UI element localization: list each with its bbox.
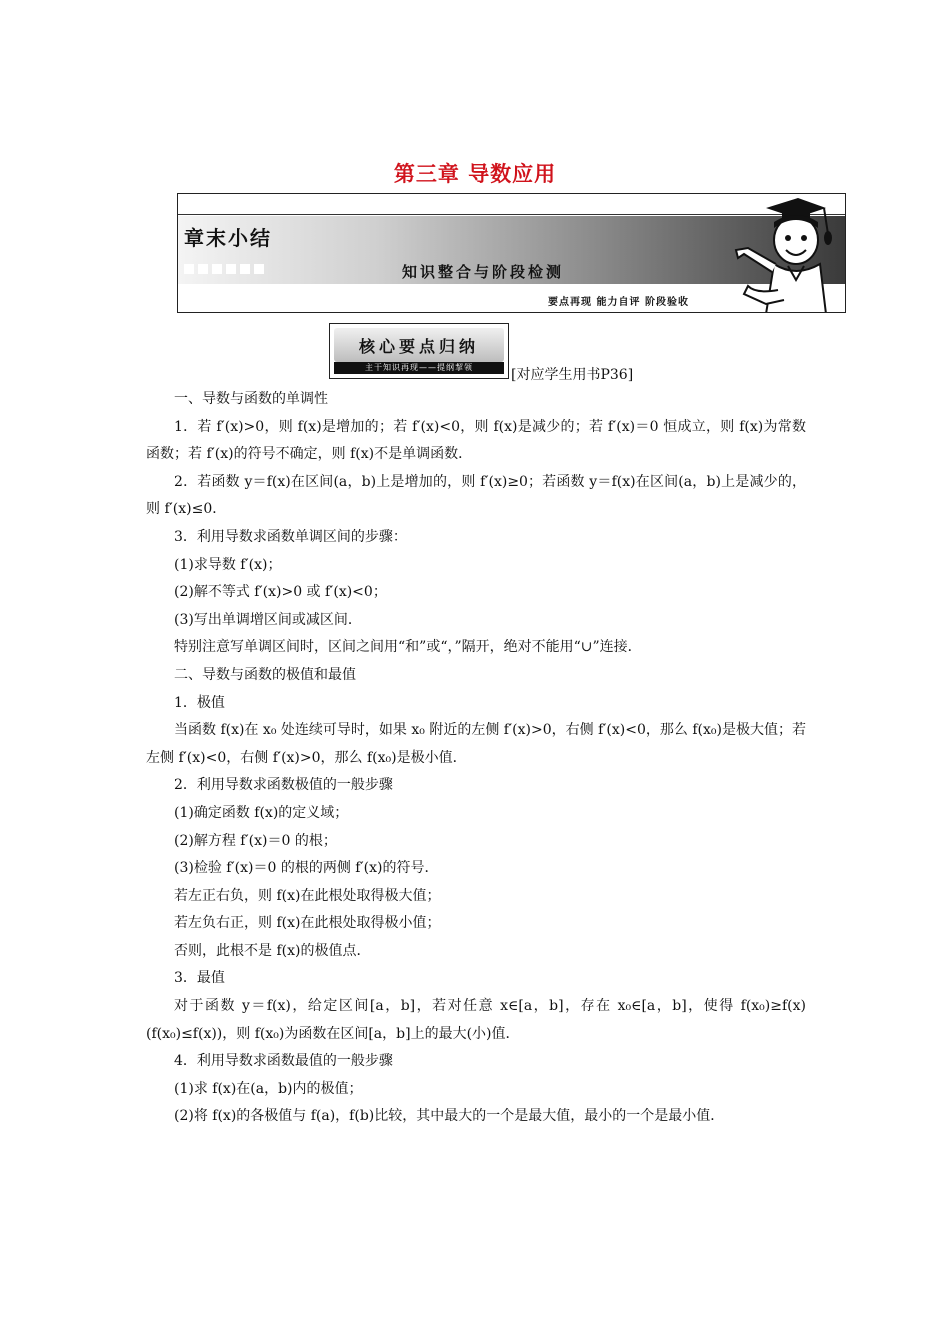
badge-title: 核心要点归纳 <box>358 337 479 356</box>
banner-square-row <box>184 264 264 274</box>
paragraph: 1．若 f′(x)>0，则 f(x)是增加的；若 f′(x)<0，则 f(x)是减少的；若 f′(x)＝0 恒成立，则 f(x)为常数函数；若 f′(x)的符号不确定，则 f(x)不是单调函数． <box>146 418 806 463</box>
section-banner <box>177 193 846 313</box>
step-item: (1)确定函数 f(x)的定义域； <box>174 804 349 821</box>
step-item: (2)解不等式 f′(x)>0 或 f′(x)<0； <box>174 584 387 601</box>
banner-tagline: 要点再现 能力自评 阶段验收 <box>548 297 689 308</box>
student-book-reference: [对应学生用书P36] <box>511 367 634 383</box>
paragraph: 当函数 f(x)在 x₀ 处连续可导时，如果 x₀ 附近的左侧 f′(x)>0，右侧 f′(x)<0，那么 f(x₀)是极大值；若左侧 f′(x)<0，右侧 f′(x)>0，那么 f(x₀)是极小值． <box>146 722 806 766</box>
step-item: (2)将 f(x)的各极值与 f(a)，f(b)比较，其中最大的一个是最大值，最小的一个是最小值． <box>174 1108 725 1125</box>
badge-caption: 主干知识再现——提纲挈领 <box>365 363 473 372</box>
subheading: 2．利用导数求函数极值的一般步骤 <box>174 777 393 794</box>
paragraph: 特别注意写单调区间时，区间之间用“和”或“，”隔开，绝对不能用“∪”连接． <box>174 639 642 656</box>
graduate-mascot-icon <box>726 194 846 313</box>
chapter-title: 第三章 导数应用 <box>393 162 557 186</box>
summary-content <box>146 386 806 1131</box>
paragraph: 若左负右正，则 f(x)在此根处取得极小值； <box>174 915 441 932</box>
banner-subtitle: 知识整合与阶段检测 <box>402 263 565 281</box>
paragraph: 若左正右负，则 f(x)在此根处取得极大值； <box>174 887 441 904</box>
paragraph: 否则，此根不是 f(x)的极值点． <box>174 942 371 959</box>
subheading: 3．最值 <box>174 970 225 987</box>
step-item: (2)解方程 f′(x)＝0 的根； <box>174 832 337 849</box>
paragraph: 对于函数 y＝f(x)，给定区间[a，b]，若对任意 x∈[a，b]，存在 x₀∈[a，b]，使得 f(x₀)≥f(x)(f(x₀)≤f(x))，则 f(x₀)为函数在区间[a，b]上的最大(小)值． <box>146 998 806 1042</box>
paragraph: 3．利用导数求函数单调区间的步骤： <box>174 528 407 545</box>
banner-title: 章末小结 <box>184 226 272 250</box>
paragraph: 2．若函数 y＝f(x)在区间(a，b)上是增加的，则 f′(x)≥0；若函数 y＝f(x)在区间(a，b)上是减少的，则 f′(x)≤0． <box>146 473 806 518</box>
heading-monotonicity: 一、导数与函数的单调性 <box>174 391 328 407</box>
heading-extrema: 二、导数与函数的极值和最值 <box>174 666 356 683</box>
step-item: (3)写出单调增区间或减区间． <box>174 611 362 628</box>
subheading: 1．极值 <box>174 694 225 711</box>
step-item: (1)求 f(x)在(a，b)内的极值； <box>174 1080 363 1097</box>
step-item: (3)检验 f′(x)＝0 的根的两侧 f′(x)的符号． <box>174 860 439 877</box>
core-points-badge <box>329 323 509 379</box>
subheading: 4．利用导数求函数最值的一般步骤 <box>174 1053 393 1070</box>
step-item: (1)求导数 f′(x)； <box>174 556 282 573</box>
